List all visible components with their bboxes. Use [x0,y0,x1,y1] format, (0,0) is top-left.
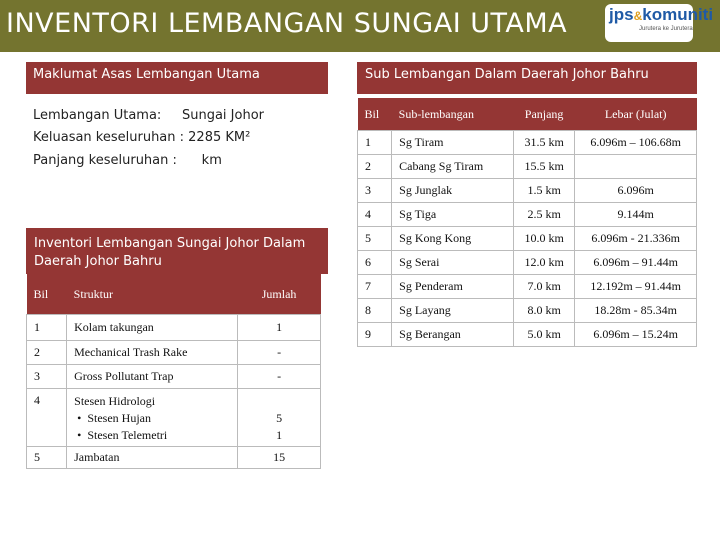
table-row [27,315,321,341]
jumlah-value: 5 [276,411,283,425]
struktur-label: Stesen Hidrologi [74,394,156,408]
cell-panjang: 31.5 km [513,131,574,155]
cell-sub: Sg Kong Kong [392,227,514,251]
cell-panjang: 5.0 km [513,323,574,347]
table-row [358,179,697,203]
cell-lebar: 6.096m – 15.24m [575,323,697,347]
cell-bil: 4 [358,203,392,227]
table-row [358,275,697,299]
title-bar [0,0,720,52]
table-row [358,203,697,227]
cell-panjang: 7.0 km [513,275,574,299]
cell-jumlah: 1 [238,315,321,341]
cell-jumlah [238,389,321,447]
inventori-header: Inventori Lembangan Sungai Johor Dalam Daerah Johor Bahru [26,228,328,274]
cell-struktur [67,389,238,447]
table-header-row [358,98,697,131]
cell-panjang: 15.5 km [513,155,574,179]
jumlah-value: 1 [276,428,283,442]
cell-lebar: 6.096m – 106.68m [575,131,697,155]
table-row [27,365,321,389]
cell-lebar: 12.192m – 91.44m [575,275,697,299]
table-row [358,299,697,323]
page-title: INVENTORI LEMBANGAN SUNGAI UTAMA [6,8,568,39]
cell-lebar: 6.096m – 91.44m [575,251,697,275]
table-row [27,447,321,469]
cell-panjang: 2.5 km [513,203,574,227]
cell-sub: Sg Tiram [392,131,514,155]
logo-subtext: Jurutera ke Jurutera [639,26,693,32]
cell-bil: 5 [358,227,392,251]
col-lebar: Lebar (Julat) [575,98,697,131]
cell-lebar: 6.096m [575,179,697,203]
cell-lebar [575,155,697,179]
col-panjang: Panjang [513,98,574,131]
col-sub-lembangan: Sub-lembangan [392,98,514,131]
table-row [358,131,697,155]
cell-bil: 2 [358,155,392,179]
cell-struktur: Jambatan [67,447,238,469]
sub-lembangan-table [357,98,697,347]
table-row [27,341,321,365]
maklumat-asas-header: Maklumat Asas Lembangan Utama [26,62,328,94]
cell-jumlah: - [238,365,321,389]
col-struktur: Struktur [67,274,238,315]
struktur-table [26,274,321,469]
cell-panjang: 1.5 km [513,179,574,203]
cell-jumlah: 15 [238,447,321,469]
sub-item: • Stesen Telemetri [74,428,168,442]
jps-komuniti-logo [605,4,714,42]
table-header-row [27,274,321,315]
cell-panjang: 12.0 km [513,251,574,275]
cell-bil: 1 [358,131,392,155]
cell-struktur: Mechanical Trash Rake [67,341,238,365]
cell-sub: Sg Layang [392,299,514,323]
cell-sub: Cabang Sg Tiram [392,155,514,179]
cell-sub: Sg Berangan [392,323,514,347]
cell-bil: 8 [358,299,392,323]
cell-lebar: 6.096m - 21.336m [575,227,697,251]
cell-sub: Sg Serai [392,251,514,275]
info-panjang: Panjang keseluruhan : km [33,153,222,168]
cell-bil: 5 [27,447,67,469]
table-row [358,155,697,179]
info-keluasan: Keluasan keseluruhan : 2285 KM² [33,130,251,145]
sub-item: • Stesen Hujan [74,411,151,425]
cell-bil: 6 [358,251,392,275]
cell-bil: 1 [27,315,67,341]
col-jumlah: Jumlah [238,274,321,315]
table-row [27,389,321,447]
cell-lebar: 18.28m - 85.34m [575,299,697,323]
cell-bil: 4 [27,389,67,447]
cell-sub: Sg Junglak [392,179,514,203]
logo-text: jps&komuniti [609,5,714,24]
cell-struktur: Gross Pollutant Trap [67,365,238,389]
cell-sub: Sg Tiga [392,203,514,227]
info-lembangan-utama: Lembangan Utama: Sungai Johor [33,108,264,123]
cell-bil: 3 [358,179,392,203]
col-bil: Bil [358,98,392,131]
cell-bil: 9 [358,323,392,347]
cell-lebar: 9.144m [575,203,697,227]
cell-panjang: 8.0 km [513,299,574,323]
cell-struktur: Kolam takungan [67,315,238,341]
cell-bil: 3 [27,365,67,389]
col-bil: Bil [27,274,67,315]
cell-bil: 7 [358,275,392,299]
sub-lembangan-header: Sub Lembangan Dalam Daerah Johor Bahru [357,62,697,94]
cell-sub: Sg Penderam [392,275,514,299]
cell-bil: 2 [27,341,67,365]
table-row [358,323,697,347]
table-row [358,251,697,275]
table-row [358,227,697,251]
cell-jumlah: - [238,341,321,365]
cell-panjang: 10.0 km [513,227,574,251]
